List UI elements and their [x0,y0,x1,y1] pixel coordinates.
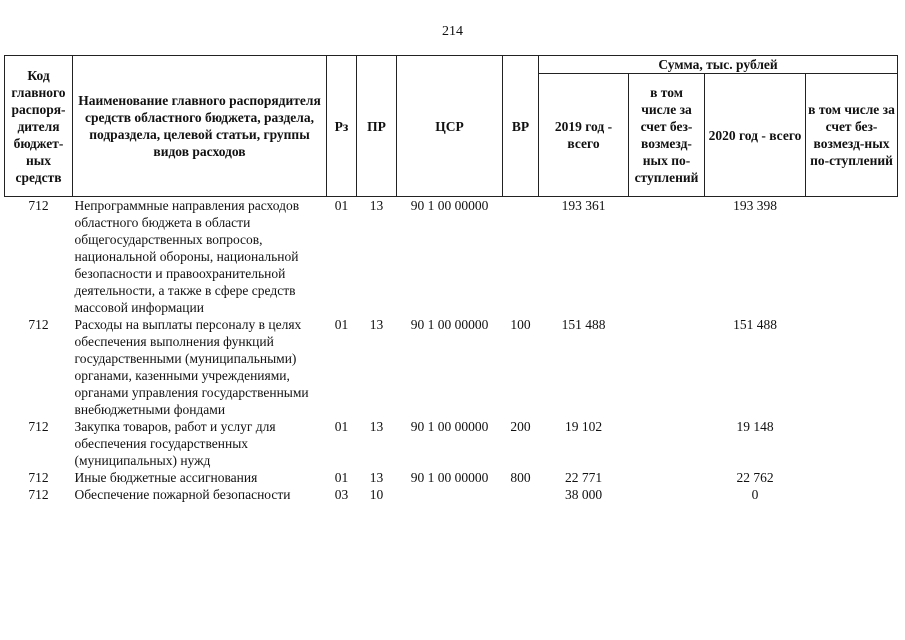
cell-2020-gratuitous [806,418,898,469]
cell-2019-gratuitous [629,316,705,418]
cell-2020-total: 0 [751,487,759,502]
cell-name: Иные бюджетные ассигнования [74,470,258,485]
cell-2019-gratuitous [629,486,705,503]
table-row [5,197,898,317]
budget-table [4,55,898,503]
cell-2019-gratuitous [629,197,705,317]
header-name: Наименование главного распорядителя средств областного бюджета, раздела, подраздела, целевой статьи, группы видов расходов [73,56,327,197]
table-header [5,56,898,197]
cell-name: Закупка товаров, работ и услуг для обеспечения государственных (муниципальных) нужд [74,419,276,468]
cell-pr: 10 [369,487,384,502]
cell-2019-total: 193 361 [561,198,606,213]
cell-vr: 800 [510,470,531,485]
cell-2020-total: 193 398 [733,198,777,213]
cell-pr: 13 [369,470,384,485]
table-row [5,418,898,469]
table-body [5,197,898,504]
cell-code: 712 [28,487,49,502]
cell-2019-total: 19 102 [564,419,603,434]
cell-pr: 13 [369,419,384,434]
table-row [5,486,898,503]
cell-vr: 100 [510,317,531,332]
cell-csr: 90 1 00 00000 [410,419,489,434]
cell-pr: 13 [369,317,384,332]
cell-2020-total: 19 148 [736,419,774,434]
cell-name: Обеспечение пожарной безопасности [74,487,291,502]
table-row [5,316,898,418]
cell-2020-gratuitous [806,486,898,503]
header-rz: Рз [327,56,357,197]
cell-2020-total: 22 762 [736,470,774,485]
cell-code: 712 [28,317,49,332]
cell-csr: 90 1 00 00000 [410,470,489,485]
cell-csr: 90 1 00 00000 [410,198,489,213]
header-2019-gratuitous: в том числе за счет без-возмезд-ных по-ступлений [629,74,705,197]
cell-vr: 200 [510,419,531,434]
cell-code: 712 [28,470,49,485]
cell-2020-gratuitous [806,197,898,317]
header-pr: ПР [357,56,397,197]
header-2020-gratuitous: в том числе за счет без-возмезд-ных по-ступлений [806,74,898,197]
cell-2020-total: 151 488 [733,317,777,332]
header-csr: ЦСР [397,56,503,197]
cell-rz: 01 [334,470,349,485]
cell-rz: 01 [334,419,349,434]
cell-2019-total: 151 488 [561,317,606,332]
cell-vr [503,197,539,317]
cell-vr [503,486,539,503]
cell-2020-gratuitous [806,469,898,486]
cell-name: Расходы на выплаты персоналу в целях обеспечения выполнения функций государственными (муниципальными) органами, казенными учреждениями, органами управления государственными внебюджетными фондами [74,317,309,417]
cell-csr [397,486,503,503]
page-number: 214 [442,24,463,39]
cell-csr: 90 1 00 00000 [410,317,489,332]
header-2019-total: 2019 год - всего [539,74,629,197]
table-row [5,469,898,486]
cell-2019-total: 38 000 [564,487,603,502]
cell-code: 712 [28,419,49,434]
header-vr: ВР [503,56,539,197]
header-code: Код главного распоря-дителя бюджет-ных средств [5,56,73,197]
header-2020-total: 2020 год - всего [705,74,806,197]
cell-code: 712 [28,198,49,213]
cell-rz: 03 [334,487,349,502]
cell-pr: 13 [369,198,384,213]
cell-rz: 01 [334,198,349,213]
cell-rz: 01 [334,317,349,332]
cell-2019-gratuitous [629,469,705,486]
cell-name: Непрограммные направления расходов областного бюджета в области общегосударственных вопросов, национальной обороны, национальной безопасности и правоохранительной деятельности, а также в сфере средств массовой информации [74,198,300,315]
header-sum: Сумма, тыс. рублей [539,56,898,74]
cell-2020-gratuitous [806,316,898,418]
cell-2019-total: 22 771 [564,470,603,485]
cell-2019-gratuitous [629,418,705,469]
